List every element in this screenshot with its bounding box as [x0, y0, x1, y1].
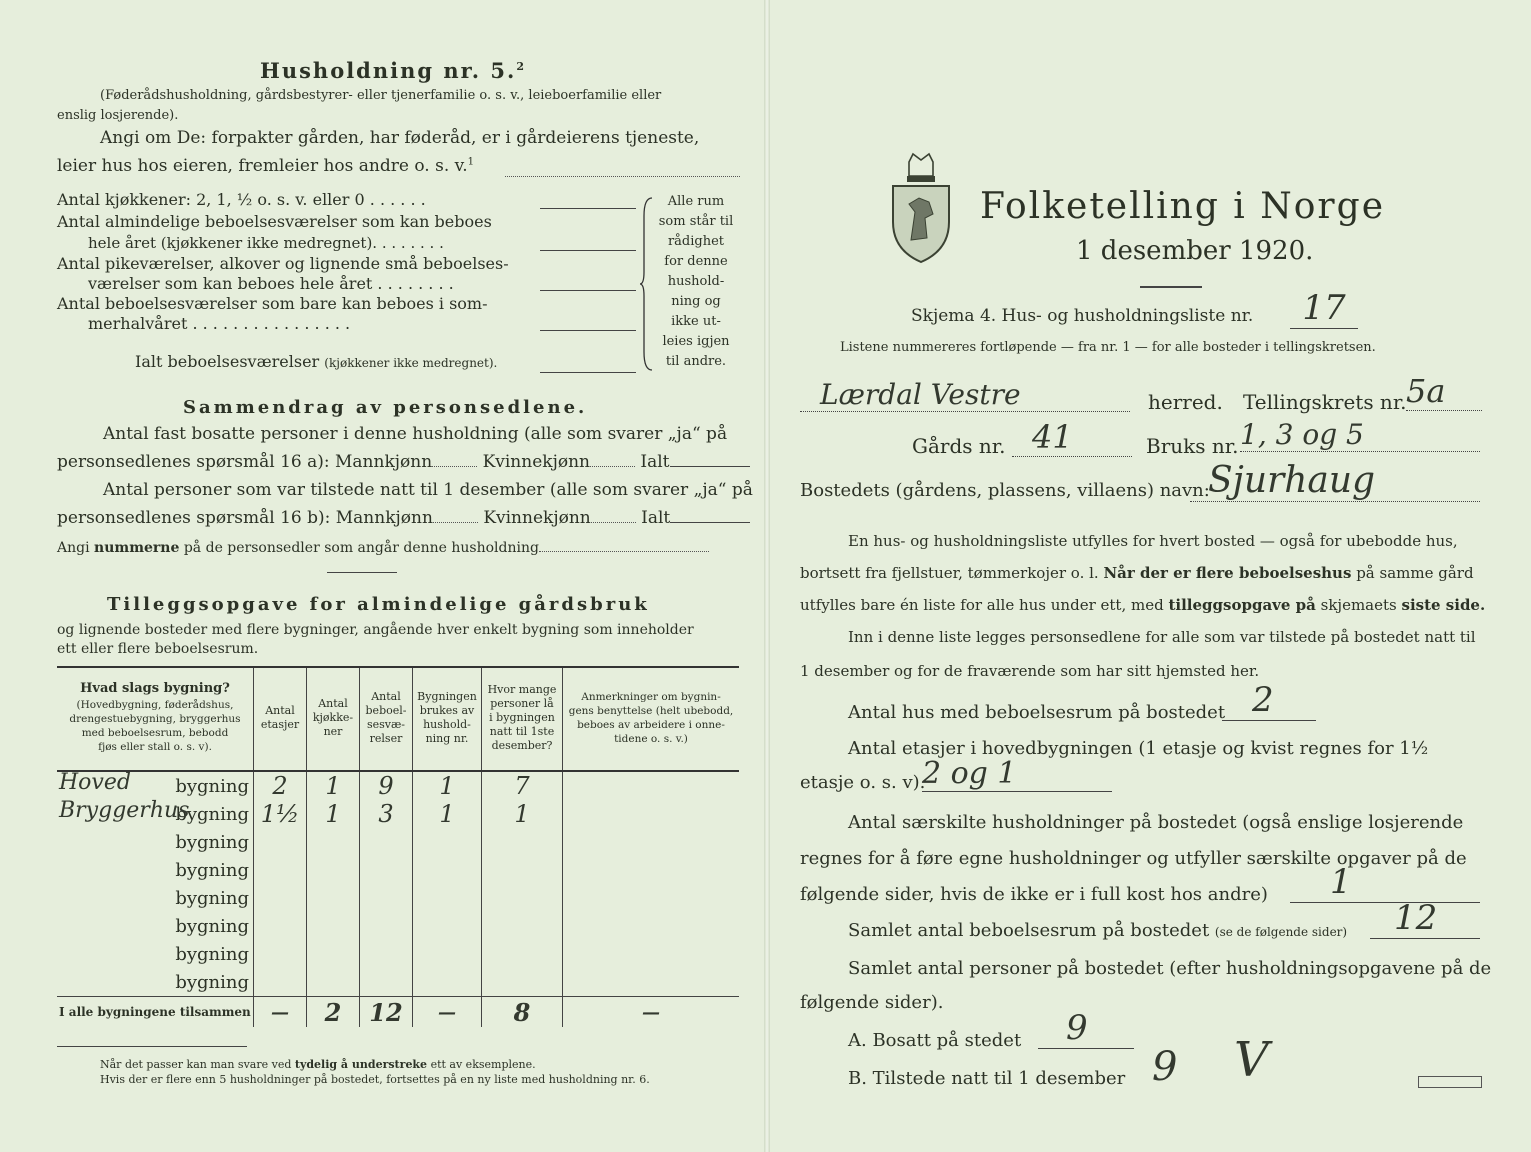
- cell-remarks: [563, 940, 740, 968]
- header-line: hushold-: [423, 718, 471, 731]
- a-label: A. Bosatt på stedet: [848, 1030, 1022, 1051]
- q-rum: Samlet antal beboelsesrum på bostedet (se de følgende sider): [848, 920, 1348, 941]
- header-line: Bygningen: [417, 690, 477, 703]
- cell-etasjer: [254, 940, 307, 968]
- header-line: etasjer: [260, 718, 300, 731]
- page-fold: [764, 0, 770, 1152]
- header-line: kjøkke-: [312, 711, 354, 724]
- herred-value: Lærdal Vestre: [800, 378, 1130, 412]
- household-title: Husholdning nr. 5.$^2$: [260, 58, 526, 83]
- total-kitchens: 2: [307, 997, 360, 1028]
- total-persons: 8: [482, 997, 563, 1028]
- cell-kjokken: [307, 940, 360, 968]
- q-rooms-1: Antal almindelige beboelsesværelser som kan beboes: [57, 212, 492, 231]
- header-line: Antal: [265, 704, 295, 717]
- census-date: 1 desember 1920.: [1076, 236, 1314, 266]
- sum-fast-2: personsedlenes spørsmål 16 a): Mannkjønn Kvinnekjønn Ialt: [57, 452, 750, 472]
- side-note-line: til andre.: [665, 354, 727, 369]
- gards-label: Gårds nr.: [912, 434, 1006, 458]
- header-line: relser: [369, 732, 403, 745]
- q-hus-value: 2: [1222, 680, 1316, 721]
- p1-line-2: bortsett fra fjellstuer, tømmerkojer o. l. Når der er flere beboelseshus på samme gård: [800, 564, 1474, 582]
- building-row: [57, 771, 739, 800]
- header-line: beboes av arbeidere i onne-: [577, 719, 725, 731]
- header-line: Antal: [371, 690, 401, 703]
- header-household-nr: [413, 666, 482, 771]
- header-line: tidene o. s. v.): [614, 733, 688, 745]
- q-etasjer-value: 2 og 1: [922, 756, 1112, 792]
- cell-etasjer: 2: [254, 771, 307, 800]
- q-etasjer-1: Antal etasjer i hovedbygningen (1 etasje og kvist regnes for 1½: [848, 738, 1429, 759]
- cell-personer: [482, 884, 563, 912]
- header-remarks: [563, 666, 740, 771]
- answer-line: [540, 290, 636, 291]
- q-hush-3: følgende sider, hvis de ikke er i full kost hos andre): [800, 884, 1268, 905]
- herred-label: herred.: [1148, 390, 1223, 414]
- header-line: med beboelsesrum, bebodd: [81, 727, 229, 739]
- building-row: [57, 800, 739, 828]
- cell-personer: [482, 856, 563, 884]
- building-name-cell: [57, 912, 254, 940]
- p1-line-1: En hus- og husholdningsliste utfylles for hvert bosted — også for ubebodde hus,: [848, 532, 1458, 550]
- cell-personer: 1: [482, 800, 563, 828]
- brace-icon: [640, 196, 656, 372]
- cell-etasjer: 1½: [254, 800, 307, 828]
- p2-line-1: Inn i denne liste legges personsedlene for alle som var tilstede på bostedet natt til: [848, 628, 1476, 646]
- side-note-line: hushold-: [667, 274, 725, 289]
- building-name-cell: [57, 771, 254, 800]
- cell-vaerelser: [360, 828, 413, 856]
- building-word: bygning: [175, 803, 249, 825]
- cell-remarks: [563, 800, 740, 828]
- q-hush-value: 1: [1290, 862, 1480, 903]
- cell-remarks: [563, 856, 740, 884]
- header-line: Anmerkninger om bygnin-: [581, 691, 721, 703]
- extra-title: Tilleggsopgave for almindelige gårdsbruk: [107, 594, 650, 615]
- skjema-label: Skjema 4. Hus- og husholdningsliste nr.: [911, 306, 1254, 326]
- building-row: [57, 968, 739, 997]
- header-line: fjøs eller stall o. s. v).: [98, 741, 212, 753]
- cell-remarks: [563, 828, 740, 856]
- cell-vaerelser: [360, 856, 413, 884]
- angi-numre: Angi nummerne på de personsedler som angår denne husholdning: [57, 540, 709, 556]
- cell-etasjer: [254, 968, 307, 997]
- q-hush-2: regnes for å føre egne husholdninger og utfyller særskilte opgaver på de: [800, 848, 1467, 869]
- footnote-2: Hvis der er flere enn 5 husholdninger på bostedet, fortsettes på en ny liste med husholdning nr. 6.: [100, 1073, 650, 1086]
- side-note-line: rådighet: [667, 234, 725, 249]
- q-pers-1: Samlet antal personer på bostedet (efter husholdningsopgavene på de: [848, 958, 1492, 979]
- header-line: sesvæ-: [366, 718, 406, 731]
- total-remarks: —: [563, 997, 740, 1028]
- building-word: bygning: [175, 915, 249, 937]
- extra-2: ett eller flere beboelsesrum.: [57, 641, 259, 657]
- q-kitchens: Antal kjøkkener: 2, 1, ½ o. s. v. eller 0 . . . . . .: [57, 190, 426, 209]
- side-note: [656, 192, 736, 372]
- header-line: desember?: [491, 739, 553, 752]
- cell-kjokken: [307, 828, 360, 856]
- cell-vaerelser: [360, 884, 413, 912]
- total-row: [57, 997, 739, 1028]
- building-name: Hoved: [59, 770, 131, 795]
- total-rooms: 12: [360, 997, 413, 1028]
- header-floors: [254, 666, 307, 771]
- cell-hush: [413, 828, 482, 856]
- main-title: Folketelling i Norge: [980, 186, 1385, 227]
- cell-kjokken: 1: [307, 771, 360, 800]
- header-line: beboel-: [365, 704, 407, 717]
- side-note-line: leies igjen: [662, 334, 730, 349]
- cell-kjokken: 1: [307, 800, 360, 828]
- krets-label: Tellingskrets nr.: [1243, 390, 1407, 414]
- angi-line-1: Angi om De: forpakter gården, har føderåd, er i gårdeierens tjeneste,: [100, 128, 700, 148]
- header-persons: [482, 666, 563, 771]
- header-line: i bygningen: [489, 711, 555, 724]
- p2-line-2: 1 desember og for de fraværende som har sitt hjemsted her.: [800, 662, 1260, 680]
- header-line: Hvor mange: [487, 683, 557, 696]
- header-line: natt til 1ste: [489, 725, 555, 738]
- cell-hush: [413, 856, 482, 884]
- q-summer-1: Antal beboelsesværelser som bare kan beboes i som-: [57, 294, 488, 313]
- extra-1: og lignende bosteder med flere bygninger, angående hver enkelt bygning som inneholder: [57, 622, 694, 638]
- bosted-value: Sjurhaug: [1190, 460, 1480, 502]
- building-row: [57, 912, 739, 940]
- building-word: bygning: [175, 943, 249, 965]
- building-word: bygning: [175, 775, 249, 797]
- side-note-line: ning og: [671, 294, 721, 309]
- building-word: bygning: [175, 859, 249, 881]
- building-word: bygning: [175, 887, 249, 909]
- household-intro-2: enslig losjerende).: [57, 108, 179, 123]
- sum-fast-1: Antal fast bosatte personer i denne husholdning (alle som svarer „ja“ på: [103, 424, 728, 444]
- footnote-rule: [57, 1046, 247, 1047]
- header-line: drengestuebygning, bryggerhus: [69, 713, 241, 725]
- header-kitchens: [307, 666, 360, 771]
- cell-etasjer: [254, 856, 307, 884]
- cell-remarks: [563, 968, 740, 997]
- angi-answer-line: [505, 176, 740, 177]
- p1-line-3: utfylles bare én liste for alle hus under ett, med tilleggsopgave på skjemaets siste side.: [800, 596, 1486, 614]
- cell-hush: [413, 884, 482, 912]
- cell-kjokken: [307, 856, 360, 884]
- cell-hush: [413, 940, 482, 968]
- cell-personer: [482, 968, 563, 997]
- b-value: 9: [1152, 1044, 1178, 1090]
- printer-stamp: [1418, 1076, 1482, 1088]
- q-total: Ialt beboelsesværelser (kjøkkener ikke medregnet).: [135, 352, 498, 371]
- cell-kjokken: [307, 912, 360, 940]
- building-name: Bryggerhus: [59, 798, 190, 823]
- cell-vaerelser: 3: [360, 800, 413, 828]
- cell-personer: [482, 912, 563, 940]
- cell-remarks: [563, 912, 740, 940]
- skjema-number: 17: [1290, 288, 1358, 329]
- cell-personer: [482, 940, 563, 968]
- divider: [327, 572, 397, 573]
- q-maid-2: værelser som kan beboes hele året . . . . . . . .: [88, 274, 454, 293]
- b-label: B. Tilstede natt til 1 desember: [848, 1068, 1126, 1089]
- building-word: bygning: [175, 971, 249, 993]
- listene-note: Listene nummereres fortløpende — fra nr. 1 — for alle bosteder i tellingskretsen.: [840, 340, 1376, 355]
- cell-vaerelser: [360, 912, 413, 940]
- answer-line: [540, 330, 636, 331]
- cell-etasjer: [254, 912, 307, 940]
- cell-remarks: [563, 884, 740, 912]
- cell-kjokken: [307, 968, 360, 997]
- cell-personer: [482, 828, 563, 856]
- q-rum-value: 12: [1370, 898, 1480, 939]
- total-floors: —: [254, 997, 307, 1028]
- header-line: ner: [323, 725, 343, 738]
- krets-value: 5a: [1406, 372, 1482, 411]
- cell-hush: 1: [413, 771, 482, 800]
- cell-etasjer: [254, 884, 307, 912]
- angi-line-2: leier hus hos eieren, fremleier hos andre o. s. v.$^1$: [57, 156, 474, 176]
- header-line: personer lå: [490, 697, 554, 710]
- header-line: (Hovedbygning, føderådshus,: [76, 699, 234, 711]
- building-word: bygning: [175, 831, 249, 853]
- title-rule: [1140, 286, 1202, 288]
- header-line: Antal: [318, 697, 348, 710]
- answer-line: [540, 208, 636, 209]
- side-note-line: Alle rum: [667, 194, 725, 209]
- building-row: [57, 940, 739, 968]
- q-etasjer-2: etasje o. s. v).: [800, 772, 926, 793]
- building-name-cell: [57, 856, 254, 884]
- cell-vaerelser: [360, 940, 413, 968]
- cell-vaerelser: 9: [360, 771, 413, 800]
- side-note-line: for denne: [664, 254, 728, 269]
- cell-kjokken: [307, 884, 360, 912]
- total-household: —: [413, 997, 482, 1028]
- header-line: brukes av: [419, 704, 475, 717]
- building-name-cell: [57, 828, 254, 856]
- sum-tilst-1: Antal personer som var tilstede natt til 1 desember (alle som svarer „ja“ på: [103, 480, 753, 500]
- building-row: [57, 828, 739, 856]
- table-top-rule: [57, 666, 739, 668]
- header-line: ning nr.: [425, 732, 469, 745]
- bosted-label: Bostedets (gårdens, plassens, villaens) navn:: [800, 480, 1210, 501]
- bruks-label: Bruks nr.: [1146, 434, 1239, 458]
- a-value: 9: [1038, 1008, 1134, 1049]
- sum-tilst-2: personsedlenes spørsmål 16 b): Mannkjønn Kvinnekjønn Ialt: [57, 508, 750, 528]
- building-row: [57, 884, 739, 912]
- norway-coat-of-arms-icon: [889, 152, 953, 264]
- total-label: I alle bygningene tilsammen: [57, 997, 254, 1028]
- q-rooms-2: hele året (kjøkkener ikke medregnet). . . . . . . .: [88, 234, 444, 252]
- q-hus: Antal hus med beboelsesrum på bostedet: [848, 702, 1226, 723]
- checkmark: V: [1234, 1032, 1269, 1088]
- side-note-line: som står til: [658, 214, 734, 229]
- household-intro-1: (Føderådshusholdning, gårdsbestyrer- eller tjenerfamilie o. s. v., leieboerfamilie eller: [100, 88, 662, 103]
- building-name-cell: [57, 800, 254, 828]
- side-note-line: ikke ut-: [671, 314, 721, 329]
- cell-etasjer: [254, 828, 307, 856]
- summary-title: Sammendrag av personsedlene.: [183, 397, 588, 418]
- cell-remarks: [563, 771, 740, 800]
- cell-hush: 1: [413, 800, 482, 828]
- building-name-cell: [57, 940, 254, 968]
- header-rooms: [360, 666, 413, 771]
- gards-value: 41: [1012, 418, 1132, 457]
- cell-personer: 7: [482, 771, 563, 800]
- answer-line: [540, 372, 636, 373]
- header-building-type: Hvad slags bygning? (Hovedbygning, føderådshus, drengestuebygning, bryggerhus med beboelsesrum, bebodd fjøs eller stall o. s. v).: [57, 666, 254, 771]
- answer-line: [540, 250, 636, 251]
- building-rows: [57, 771, 739, 997]
- q-pers-2: følgende sider).: [800, 992, 944, 1013]
- footnote-1: Når det passer kan man svare ved tydelig å understreke ett av eksemplene.: [100, 1058, 536, 1071]
- bruks-value: 1, 3 og 5: [1240, 418, 1480, 452]
- building-name-cell: [57, 884, 254, 912]
- building-table: [57, 666, 739, 1027]
- header-line: gens benyttelse (helt ubebodd,: [568, 705, 734, 717]
- q-summer-2: merhalvåret . . . . . . . . . . . . . . . .: [88, 314, 351, 333]
- q-maid-1: Antal pikeværelser, alkover og lignende små beboelses-: [57, 254, 509, 273]
- building-name-cell: [57, 968, 254, 997]
- cell-hush: [413, 968, 482, 997]
- building-row: [57, 856, 739, 884]
- cell-hush: [413, 912, 482, 940]
- q-hush-1: Antal særskilte husholdninger på bostedet (også enslige losjerende: [848, 812, 1464, 833]
- cell-vaerelser: [360, 968, 413, 997]
